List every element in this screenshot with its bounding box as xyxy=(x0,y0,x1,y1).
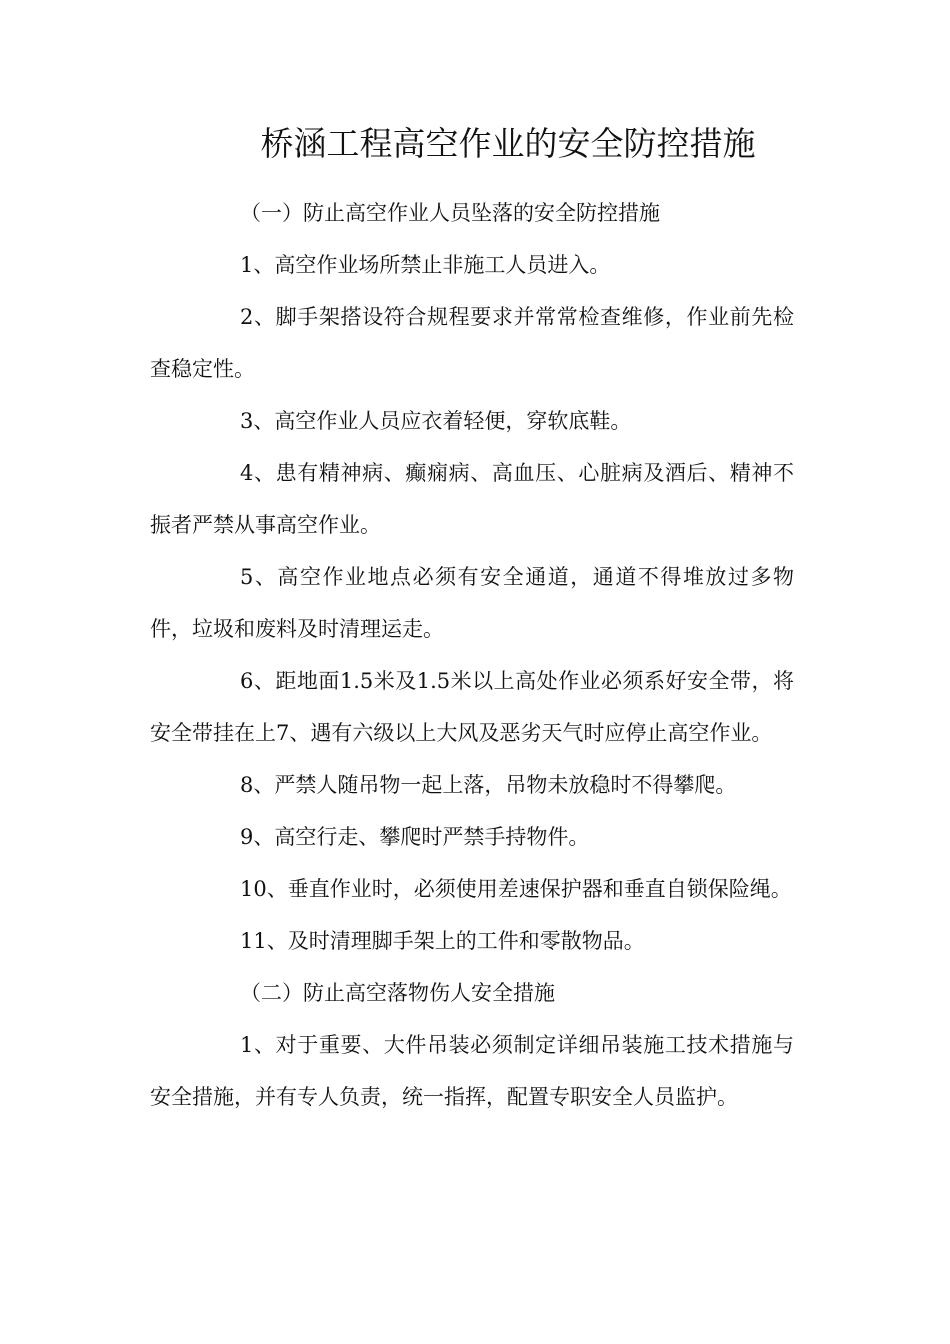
list-item: 9、高空行走、攀爬时严禁手持物件。 xyxy=(240,825,590,849)
section-heading-2: （二）防止高空落物伤人安全措施 xyxy=(240,981,555,1005)
list-item: 4、患有精神病、癫痫病、高血压、心脏病及酒后、精神不振者严禁从事高空作业。 xyxy=(150,461,794,537)
list-item: 1、高空作业场所禁止非施工人员进入。 xyxy=(240,253,611,277)
list-item: 11、及时清理脚手架上的工件和零散物品。 xyxy=(240,929,645,953)
list-item: 3、高空作业人员应衣着轻便，穿软底鞋。 xyxy=(240,409,632,433)
list-item: 2、脚手架搭设符合规程要求并常常检查维修，作业前先检查稳定性。 xyxy=(150,305,794,381)
list-item: 6、距地面1.5米及1.5米以上高处作业必须系好安全带，将安全带挂在上7、遇有六级以上大风及恶劣天气时应停止高空作业。 xyxy=(150,669,794,745)
document-title: 桥涵工程高空作业的安全防控措施 xyxy=(260,124,756,163)
list-item: 10、垂直作业时，必须使用差速保护器和垂直自锁保险绳。 xyxy=(240,877,792,901)
document-body xyxy=(150,187,794,1123)
list-item: 8、严禁人随吊物一起上落，吊物未放稳时不得攀爬。 xyxy=(240,773,737,797)
section-heading-1: （一）防止高空作业人员坠落的安全防控措施 xyxy=(240,201,660,225)
list-item: 1、对于重要、大件吊装必须制定详细吊装施工技术措施与安全措施，并有专人负责，统一指挥，配置专职安全人员监护。 xyxy=(150,1033,794,1109)
list-item: 5、高空作业地点必须有安全通道，通道不得堆放过多物件，垃圾和废料及时清理运走。 xyxy=(150,565,794,641)
